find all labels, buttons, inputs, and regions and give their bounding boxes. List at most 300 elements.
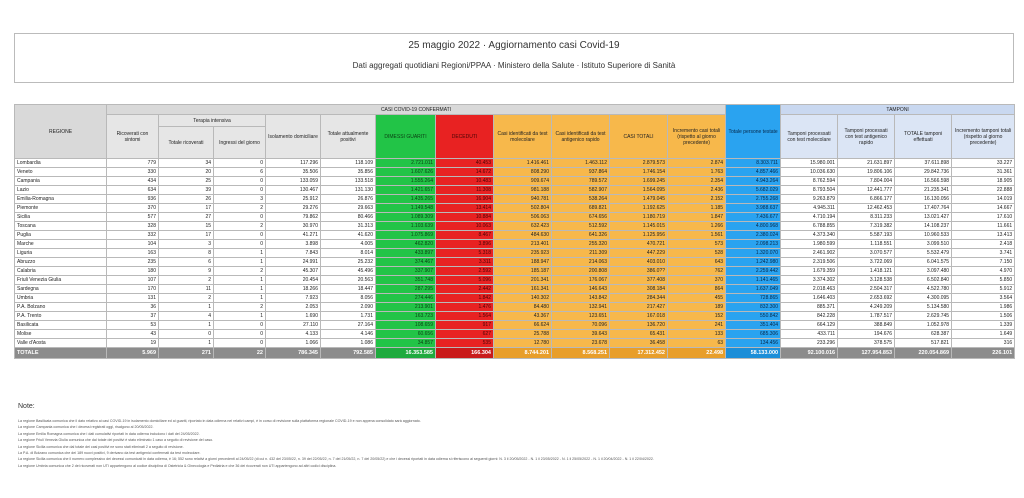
cell-ti-totale: 2 — [159, 294, 214, 303]
cell-regione: Puglia — [15, 231, 107, 240]
cell-casi-totali: 36.458 — [610, 339, 668, 348]
cell-tamponi-totale: 5.134.580 — [895, 303, 952, 312]
cell-isolamento: 133.059 — [266, 177, 321, 186]
cell-dimessi: 274.446 — [376, 294, 436, 303]
col-header-ti-ingressi: Ingressi del giorno — [214, 127, 266, 159]
cell-tamponi-incremento: 1.506 — [952, 312, 1015, 321]
cell-deceduti: 917 — [436, 321, 494, 330]
cell-ricoverati: 36 — [107, 303, 159, 312]
cell-positivi: 1.731 — [321, 312, 376, 321]
cell-incremento: 573 — [668, 240, 726, 249]
cell-testate: 3.988.637 — [726, 204, 781, 213]
cell-incremento: 2.354 — [668, 177, 726, 186]
cell-tamponi-totale: 29.842.736 — [895, 168, 952, 177]
cell-ti-totale: 39 — [159, 186, 214, 195]
cell-testate: 2.259.442 — [726, 267, 781, 276]
cell-tamponi-totale: 17.407.764 — [895, 204, 952, 213]
cell-tamponi-incremento: 22.888 — [952, 186, 1015, 195]
cell-regione: Molise — [15, 330, 107, 339]
cell-dimessi: 287.295 — [376, 285, 436, 294]
cell-incremento: 762 — [668, 267, 726, 276]
cell-casi-totali: 470.721 — [610, 240, 668, 249]
cell-casi-totali: 1.699.245 — [610, 177, 668, 186]
table-body — [15, 159, 1015, 359]
cell-tamponi-totale: 6.502.840 — [895, 276, 952, 285]
col-header-molecolare: Casi identificati da test molecolare — [494, 115, 552, 159]
cell-ricoverati: 936 — [107, 195, 159, 204]
covid-cases-table — [14, 104, 1015, 359]
cell-tamponi-molecolare: 233.296 — [781, 339, 838, 348]
cell-dimessi: 108.659 — [376, 321, 436, 330]
cell-ricoverati: 170 — [107, 285, 159, 294]
cell-ti-ingressi: 1 — [214, 258, 266, 267]
cell-tamponi-incremento: 3.741 — [952, 249, 1015, 258]
table-row — [15, 240, 1015, 249]
cell-molecolare: 506.063 — [494, 213, 552, 222]
col-header-ti-totale: Totale ricoverati — [159, 127, 214, 159]
cell-tamponi-totale: 13.021.427 — [895, 213, 952, 222]
cell-ti-ingressi: 6 — [214, 168, 266, 177]
cell-deceduti: 5.096 — [436, 276, 494, 285]
cell-regione: Lazio — [15, 186, 107, 195]
cell-tamponi-totale: 2.629.745 — [895, 312, 952, 321]
cell-ricoverati: 107 — [107, 276, 159, 285]
cell-tamponi-molecolare: 842.228 — [781, 312, 838, 321]
cell-isolamento: 35.506 — [266, 168, 321, 177]
col-header-tamponi-totale: TOTALE tamponi effettuati — [895, 115, 952, 159]
cell-isolamento: 45.307 — [266, 267, 321, 276]
cell-testate: 1.242.980 — [726, 258, 781, 267]
cell-antigenico: 789.572 — [552, 177, 610, 186]
cell-deceduti: 8.467 — [436, 231, 494, 240]
cell-tamponi-molecolare: 4.710.194 — [781, 213, 838, 222]
cell-deceduti: 1.476 — [436, 303, 494, 312]
cell-deceduti: 3.311 — [436, 258, 494, 267]
cell-incremento: 22.498 — [668, 348, 726, 359]
cell-testate: 7.436.677 — [726, 213, 781, 222]
cell-antigenico: 512.592 — [552, 222, 610, 231]
cell-antigenico: 146.643 — [552, 285, 610, 294]
cell-tamponi-totale: 16.130.056 — [895, 195, 952, 204]
cell-positivi: 4.005 — [321, 240, 376, 249]
cell-tamponi-antigenico: 1.787.517 — [838, 312, 895, 321]
cell-testate: 8.303.711 — [726, 159, 781, 168]
cell-deceduti: 11.308 — [436, 186, 494, 195]
cell-ricoverati: 779 — [107, 159, 159, 168]
cell-antigenico: 1.463.112 — [552, 159, 610, 168]
cell-tamponi-antigenico: 2.653.692 — [838, 294, 895, 303]
cell-tamponi-incremento: 14.667 — [952, 204, 1015, 213]
table-row — [15, 213, 1015, 222]
cell-tamponi-incremento: 31.361 — [952, 168, 1015, 177]
cell-isolamento: 24.991 — [266, 258, 321, 267]
cell-positivi: 20.563 — [321, 276, 376, 285]
cell-antigenico: 255.320 — [552, 240, 610, 249]
cell-regione: Liguria — [15, 249, 107, 258]
note-line: La regione Umbria comunica che 2 dei ricoverati non UTI appartengono al codice disciplina di Ostetricia & Ginecologia e Pediatria e che 36 dei ricoverati non UTI appartengono ad altri codici disciplina. — [18, 463, 337, 468]
cell-positivi: 118.109 — [321, 159, 376, 168]
cell-tamponi-antigenico: 127.954.853 — [838, 348, 895, 359]
cell-ti-ingressi: 1 — [214, 294, 266, 303]
cell-incremento: 1.266 — [668, 222, 726, 231]
cell-dimessi: 433.897 — [376, 249, 436, 258]
cell-positivi: 41.620 — [321, 231, 376, 240]
cell-molecolare: 8.744.201 — [494, 348, 552, 359]
cell-dimessi: 337.907 — [376, 267, 436, 276]
cell-tamponi-totale: 628.387 — [895, 330, 952, 339]
cell-tamponi-antigenico: 3.722.069 — [838, 258, 895, 267]
cell-casi-totali: 2.879.573 — [610, 159, 668, 168]
cell-casi-totali: 167.018 — [610, 312, 668, 321]
cell-dimessi: 1.149.548 — [376, 204, 436, 213]
table-row — [15, 249, 1015, 258]
cell-dimessi: 1.421.657 — [376, 186, 436, 195]
cell-antigenico: 70.096 — [552, 321, 610, 330]
cell-incremento: 152 — [668, 312, 726, 321]
cell-tamponi-antigenico: 5.587.193 — [838, 231, 895, 240]
cell-tamponi-molecolare: 2.319.506 — [781, 258, 838, 267]
cell-ricoverati: 577 — [107, 213, 159, 222]
cell-testate: 4.800.968 — [726, 222, 781, 231]
cell-molecolare: 66.624 — [494, 321, 552, 330]
cell-ti-totale: 3 — [159, 240, 214, 249]
cell-tamponi-molecolare: 8.762.594 — [781, 177, 838, 186]
cell-positivi: 792.585 — [321, 348, 376, 359]
cell-testate: 1.320.070 — [726, 249, 781, 258]
cell-dimessi: 2.721.011 — [376, 159, 436, 168]
table-row — [15, 159, 1015, 168]
cell-tamponi-molecolare: 2.461.902 — [781, 249, 838, 258]
cell-tamponi-molecolare: 885.371 — [781, 303, 838, 312]
cell-dimessi: 351.748 — [376, 276, 436, 285]
cell-antigenico: 123.651 — [552, 312, 610, 321]
cell-ti-ingressi: 0 — [214, 177, 266, 186]
table-row — [15, 177, 1015, 186]
cell-incremento: 643 — [668, 258, 726, 267]
cell-isolamento: 7.923 — [266, 294, 321, 303]
cell-ti-totale: 8 — [159, 249, 214, 258]
cell-antigenico: 200.808 — [552, 267, 610, 276]
cell-testate: 351.404 — [726, 321, 781, 330]
cell-positivi: 131.130 — [321, 186, 376, 195]
cell-tamponi-molecolare: 1.980.599 — [781, 240, 838, 249]
cell-isolamento: 79.862 — [266, 213, 321, 222]
cell-tamponi-molecolare: 4.373.340 — [781, 231, 838, 240]
cell-tamponi-incremento: 17.610 — [952, 213, 1015, 222]
cell-tamponi-molecolare: 15.980.001 — [781, 159, 838, 168]
table-row — [15, 294, 1015, 303]
cell-incremento: 1.561 — [668, 231, 726, 240]
cell-testate: 685.306 — [726, 330, 781, 339]
cell-antigenico: 937.864 — [552, 168, 610, 177]
cell-isolamento: 18.266 — [266, 285, 321, 294]
notes-title: Note: — [18, 403, 35, 410]
cell-isolamento: 117.296 — [266, 159, 321, 168]
cell-antigenico: 8.568.251 — [552, 348, 610, 359]
cell-casi-totali: 136.720 — [610, 321, 668, 330]
note-line: La regione Campania comunica che i decessi registrati oggi, risalgono al 20/05/2022. — [18, 425, 154, 430]
cell-tamponi-molecolare: 6.788.855 — [781, 222, 838, 231]
cell-dimessi: 1.103.639 — [376, 222, 436, 231]
cell-deceduti: 40.453 — [436, 159, 494, 168]
col-header-antigenico: Casi identificati da test antigenico rapido — [552, 115, 610, 159]
cell-tamponi-antigenico: 1.118.551 — [838, 240, 895, 249]
cell-antigenico: 143.842 — [552, 294, 610, 303]
table-row — [15, 168, 1015, 177]
cell-tamponi-totale: 3.099.510 — [895, 240, 952, 249]
cell-ti-ingressi: 0 — [214, 186, 266, 195]
cell-deceduti: 10.884 — [436, 213, 494, 222]
table-row — [15, 204, 1015, 213]
cell-antigenico: 23.678 — [552, 339, 610, 348]
cell-tamponi-antigenico: 4.249.209 — [838, 303, 895, 312]
cell-tamponi-totale: 16.566.598 — [895, 177, 952, 186]
cell-positivi: 26.876 — [321, 195, 376, 204]
cell-tamponi-incremento: 11.661 — [952, 222, 1015, 231]
cell-molecolare: 909.674 — [494, 177, 552, 186]
cell-antigenico: 211.309 — [552, 249, 610, 258]
cell-ti-ingressi: 1 — [214, 249, 266, 258]
cell-tamponi-incremento: 13.413 — [952, 231, 1015, 240]
cell-incremento: 864 — [668, 285, 726, 294]
cell-tamponi-antigenico: 1.418.121 — [838, 267, 895, 276]
note-line: La regione Friuli Venezia Giulia comunica che dal totale dei positivi è stato eliminato 1 caso a seguito di revisione del caso. — [18, 438, 214, 443]
cell-casi-totali: 217.427 — [610, 303, 668, 312]
cell-regione: Calabria — [15, 267, 107, 276]
col-header-casi-totali: CASI TOTALI — [610, 115, 668, 159]
cell-ricoverati: 332 — [107, 231, 159, 240]
cell-tamponi-totale: 21.235.341 — [895, 186, 952, 195]
col-header-regione: REGIONE — [15, 105, 107, 159]
cell-testate: 134.456 — [726, 339, 781, 348]
cell-dimessi: 34.857 — [376, 339, 436, 348]
cell-isolamento: 2.053 — [266, 303, 321, 312]
cell-dimessi: 1.435.265 — [376, 195, 436, 204]
cell-casi-totali: 1.192.625 — [610, 204, 668, 213]
cell-testate: 2.098.213 — [726, 240, 781, 249]
cell-molecolare: 140.302 — [494, 294, 552, 303]
cell-ti-totale: 26 — [159, 195, 214, 204]
cell-tamponi-antigenico: 388.849 — [838, 321, 895, 330]
cell-ricoverati: 330 — [107, 168, 159, 177]
cell-ricoverati: 180 — [107, 267, 159, 276]
table-row — [15, 231, 1015, 240]
cell-ti-totale: 6 — [159, 258, 214, 267]
cell-regione: TOTALE — [15, 348, 107, 359]
cell-tamponi-totale: 5.532.479 — [895, 249, 952, 258]
cell-tamponi-molecolare: 4.945.311 — [781, 204, 838, 213]
cell-ti-totale: 34 — [159, 159, 214, 168]
cell-deceduti: 16.904 — [436, 195, 494, 204]
table-row — [15, 285, 1015, 294]
cell-tamponi-incremento: 316 — [952, 339, 1015, 348]
cell-ricoverati: 235 — [107, 258, 159, 267]
cell-incremento: 1.185 — [668, 204, 726, 213]
col-header-positivi: Totale attualmente positivi — [321, 115, 376, 159]
cell-ti-ingressi: 1 — [214, 312, 266, 321]
table-row — [15, 267, 1015, 276]
cell-casi-totali: 1.479.045 — [610, 195, 668, 204]
table-head — [15, 105, 1015, 159]
cell-ti-totale: 25 — [159, 177, 214, 186]
cell-ti-ingressi: 1 — [214, 276, 266, 285]
note-line: La regione Sicilia comunica che dal totale dei casi positivi ne sono stati eliminati 2 a seguito di revisione. — [18, 444, 184, 449]
cell-tamponi-incremento: 7.150 — [952, 258, 1015, 267]
note-line: La P.A. di Bolzano comunica che dei 189 nuovi positivi, 9 derivano da test antigenici confermati da test molecolare. — [18, 451, 201, 456]
table-row — [15, 303, 1015, 312]
cell-dimessi: 1.555.264 — [376, 177, 436, 186]
cell-antigenico: 132.941 — [552, 303, 610, 312]
cell-regione: Umbria — [15, 294, 107, 303]
cell-ricoverati: 131 — [107, 294, 159, 303]
report-subtitle: Dati aggregati quotidiani Regioni/PPAA · Ministero della Salute · Istituto Superiore di Sanità — [352, 61, 676, 70]
cell-isolamento: 130.467 — [266, 186, 321, 195]
cell-isolamento: 1.690 — [266, 312, 321, 321]
table-row — [15, 312, 1015, 321]
cell-incremento: 63 — [668, 339, 726, 348]
cell-tamponi-antigenico: 6.866.177 — [838, 195, 895, 204]
cell-molecolare: 940.781 — [494, 195, 552, 204]
cell-incremento: 1.763 — [668, 168, 726, 177]
cell-ti-ingressi: 0 — [214, 231, 266, 240]
cell-ti-ingressi: 0 — [214, 321, 266, 330]
cell-antigenico: 582.907 — [552, 186, 610, 195]
cell-isolamento: 7.843 — [266, 249, 321, 258]
cell-ti-totale: 0 — [159, 330, 214, 339]
cell-casi-totali: 308.184 — [610, 285, 668, 294]
cell-incremento: 2.874 — [668, 159, 726, 168]
cell-ti-ingressi: 2 — [214, 303, 266, 312]
cell-regione: Toscana — [15, 222, 107, 231]
col-header-tamponi-antigenico: Tamponi processati con test antigenico rapido — [838, 115, 895, 159]
cell-isolamento: 786.345 — [266, 348, 321, 359]
cell-tamponi-incremento: 33.227 — [952, 159, 1015, 168]
group-header-tamponi: TAMPONI — [781, 105, 1015, 115]
cell-deceduti: 627 — [436, 330, 494, 339]
cell-tamponi-molecolare: 1.679.359 — [781, 267, 838, 276]
cell-ti-ingressi: 2 — [214, 204, 266, 213]
cell-tamponi-molecolare: 3.374.302 — [781, 276, 838, 285]
cell-regione: Sardegna — [15, 285, 107, 294]
cell-positivi: 8.056 — [321, 294, 376, 303]
cell-dimessi: 374.467 — [376, 258, 436, 267]
cell-molecolare: 981.188 — [494, 186, 552, 195]
cell-casi-totali: 284.344 — [610, 294, 668, 303]
cell-incremento: 528 — [668, 249, 726, 258]
cell-positivi: 1.086 — [321, 339, 376, 348]
cell-molecolare: 25.788 — [494, 330, 552, 339]
cell-ti-totale: 27 — [159, 213, 214, 222]
cell-ti-totale: 15 — [159, 222, 214, 231]
cell-tamponi-totale: 37.611.898 — [895, 159, 952, 168]
cell-ti-ingressi: 2 — [214, 222, 266, 231]
cell-positivi: 25.232 — [321, 258, 376, 267]
cell-regione: Marche — [15, 240, 107, 249]
cell-regione: P.A. Trento — [15, 312, 107, 321]
cell-casi-totali: 1.180.719 — [610, 213, 668, 222]
cell-tamponi-incremento: 2.418 — [952, 240, 1015, 249]
cell-ti-ingressi: 0 — [214, 159, 266, 168]
cell-ti-totale: 271 — [159, 348, 214, 359]
cell-tamponi-antigenico: 194.676 — [838, 330, 895, 339]
cell-tamponi-incremento: 3.564 — [952, 294, 1015, 303]
total-row — [15, 348, 1015, 359]
table-row — [15, 321, 1015, 330]
cell-incremento: 133 — [668, 330, 726, 339]
cell-tamponi-molecolare: 8.793.504 — [781, 186, 838, 195]
cell-positivi: 2.090 — [321, 303, 376, 312]
cell-ricoverati: 43 — [107, 330, 159, 339]
cell-molecolare: 12.780 — [494, 339, 552, 348]
cell-antigenico: 176.067 — [552, 276, 610, 285]
cell-molecolare: 502.804 — [494, 204, 552, 213]
cell-positivi: 29.663 — [321, 204, 376, 213]
cell-tamponi-antigenico: 3.128.538 — [838, 276, 895, 285]
cell-casi-totali: 17.312.452 — [610, 348, 668, 359]
cell-deceduti: 14.672 — [436, 168, 494, 177]
cell-deceduti: 10.483 — [436, 177, 494, 186]
cell-tamponi-totale: 14.108.237 — [895, 222, 952, 231]
cell-incremento: 2.436 — [668, 186, 726, 195]
table-row — [15, 339, 1015, 348]
cell-tamponi-antigenico: 7.804.004 — [838, 177, 895, 186]
cell-tamponi-molecolare: 664.129 — [781, 321, 838, 330]
cell-positivi: 27.164 — [321, 321, 376, 330]
cell-antigenico: 674.656 — [552, 213, 610, 222]
cell-tamponi-incremento: 1.986 — [952, 303, 1015, 312]
cell-ti-totale: 17 — [159, 204, 214, 213]
report-header — [14, 33, 1014, 83]
cell-incremento: 2.152 — [668, 195, 726, 204]
note-line: La regione Sicilia comunica che il numero complessivo dei decessi comunicati in data odierna, è 16; 552 sono relativi a giorni precedenti al 24/05/22 (di cui n. 432 del 23/05/22, n. 39 del 22/05/22, n. 7 del 21/05/22, n. 7 del 20/05/22) e che i decessi riportati in data odierna si riferiscono ai seguenti giorni: N. 3 il 20/05/2022 - N. 1 il 23/05/2022 - N. 1 il 25/05/2022 - N. 1 il 20/04/2022 - N. 1 il 22/04/2022. — [18, 457, 654, 462]
cell-testate: 58.133.000 — [726, 348, 781, 359]
cell-ricoverati: 37 — [107, 312, 159, 321]
cell-positivi: 4.146 — [321, 330, 376, 339]
cell-regione: Piemonte — [15, 204, 107, 213]
notes-list — [18, 418, 1008, 469]
cell-isolamento: 25.912 — [266, 195, 321, 204]
note-line: La regione Emilia Romagna comunica che i dati cumulativi riportati in data odierna includono i dati del 24/05/2022. — [18, 431, 200, 436]
table-row — [15, 258, 1015, 267]
cell-tamponi-molecolare: 10.036.630 — [781, 168, 838, 177]
cell-tamponi-incremento: 1.649 — [952, 330, 1015, 339]
cell-positivi: 133.518 — [321, 177, 376, 186]
cell-ricoverati: 163 — [107, 249, 159, 258]
cell-ti-ingressi: 0 — [214, 240, 266, 249]
cell-tamponi-antigenico: 8.311.233 — [838, 213, 895, 222]
cell-ti-ingressi: 0 — [214, 213, 266, 222]
cell-molecolare: 1.416.461 — [494, 159, 552, 168]
cell-isolamento: 27.110 — [266, 321, 321, 330]
table-row — [15, 330, 1015, 339]
cell-tamponi-antigenico: 2.504.317 — [838, 285, 895, 294]
cell-ti-totale: 9 — [159, 267, 214, 276]
cell-tamponi-totale: 10.960.533 — [895, 231, 952, 240]
cell-ti-totale: 1 — [159, 339, 214, 348]
cell-ti-totale: 4 — [159, 312, 214, 321]
cell-molecolare: 632.423 — [494, 222, 552, 231]
cell-regione: P.A. Bolzano — [15, 303, 107, 312]
cell-molecolare: 185.187 — [494, 267, 552, 276]
cell-ti-ingressi: 1 — [214, 285, 266, 294]
cell-tamponi-incremento: 1.339 — [952, 321, 1015, 330]
cell-ricoverati: 104 — [107, 240, 159, 249]
cell-casi-totali: 65.431 — [610, 330, 668, 339]
cell-antigenico: 689.821 — [552, 204, 610, 213]
cell-tamponi-incremento: 5.850 — [952, 276, 1015, 285]
cell-deceduti: 13.414 — [436, 204, 494, 213]
cell-molecolare: 213.401 — [494, 240, 552, 249]
